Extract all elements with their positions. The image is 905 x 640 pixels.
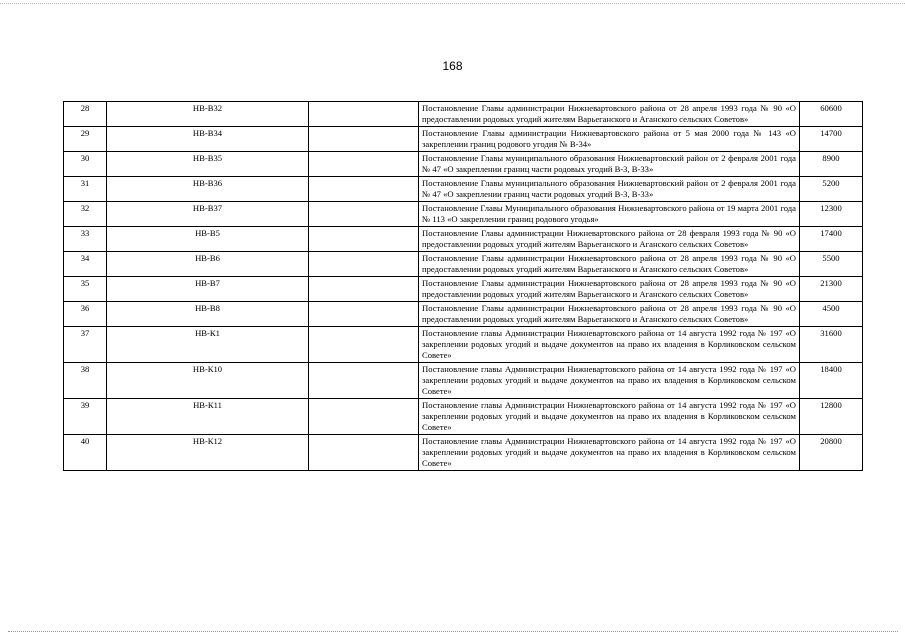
note-cell [309,277,419,302]
document-reference: Постановление главы Администрации Нижневартовского района от 14 августа 1992 года № 197 «О закреплении родовых угодий и выдаче документов на право их владения в Корликовском сельском Совете» [419,327,800,363]
table-row [64,227,863,252]
land-code: НВ-В32 [107,102,309,127]
row-number: 34 [64,252,107,277]
document-reference: Постановление Главы администрации Нижневартовского района от 28 апреля 1993 года № 90 «О предоставлении родовых угодий жителям Варьеганского и Аганского сельских Советов» [419,302,800,327]
document-reference: Постановление Главы администрации Нижневартовского района от 28 февраля 1993 года № 90 «О предоставлении родовых угодий жителям Варьеганского и Аганского сельских Советов» [419,227,800,252]
document-reference: Постановление Главы администрации Нижневартовского района от 28 апреля 1993 года № 90 «О предоставлении родовых угодий жителям Варьеганского и Аганского сельских Советов» [419,252,800,277]
row-number: 37 [64,327,107,363]
table-row [64,302,863,327]
note-cell [309,202,419,227]
table-row [64,327,863,363]
land-code: НВ-В34 [107,127,309,152]
note-cell [309,127,419,152]
area-value: 20800 [800,435,863,471]
table-row [64,152,863,177]
land-code: НВ-К12 [107,435,309,471]
note-cell [309,363,419,399]
area-value: 12800 [800,399,863,435]
land-code: НВ-В8 [107,302,309,327]
note-cell [309,327,419,363]
row-number: 30 [64,152,107,177]
area-value: 4500 [800,302,863,327]
table-row [64,177,863,202]
note-cell [309,252,419,277]
area-value: 5200 [800,177,863,202]
land-code: НВ-В6 [107,252,309,277]
table-row [64,363,863,399]
document-reference: Постановление Главы администрации Нижневартовского района от 5 мая 2000 года № 143 «О закреплении границ родового угодия № В-34» [419,127,800,152]
registry-table-body [64,102,863,471]
document-reference: Постановление Главы муниципального образования Нижневартовский район от 2 февраля 2001 года № 47 «О закреплении границ части родовых угодий В-3, В-33» [419,152,800,177]
note-cell [309,177,419,202]
row-number: 33 [64,227,107,252]
note-cell [309,435,419,471]
document-reference: Постановление главы Администрации Нижневартовского района от 14 августа 1992 года № 197 «О закреплении родовых угодий и выдаче документов на право их владения в Корликовском сельском Совете» [419,435,800,471]
document-reference: Постановление Главы муниципального образования Нижневартовский район от 2 февраля 2001 года № 47 «О закреплении границ части родовых угодий В-3, В-33» [419,177,800,202]
area-value: 5500 [800,252,863,277]
row-number: 40 [64,435,107,471]
table-row [64,399,863,435]
area-value: 14700 [800,127,863,152]
table-row [64,202,863,227]
document-reference: Постановление главы Администрации Нижневартовского района от 14 августа 1992 года № 197 «О закреплении родовых угодий и выдаче документов на право их владения в Корликовском сельском Совете» [419,399,800,435]
land-code: НВ-В5 [107,227,309,252]
note-cell [309,102,419,127]
document-reference: Постановление Главы Муниципального образования Нижневартовского района от 19 марта 2001 года № 113 «О закреплении границ родового угодья» [419,202,800,227]
land-code: НВ-К1 [107,327,309,363]
table-row [64,252,863,277]
area-value: 17400 [800,227,863,252]
row-number: 38 [64,363,107,399]
table-row [64,277,863,302]
land-code: НВ-В37 [107,202,309,227]
row-number: 32 [64,202,107,227]
land-code: НВ-К11 [107,399,309,435]
table-row [64,435,863,471]
row-number: 39 [64,399,107,435]
row-number: 29 [64,127,107,152]
scan-edge-bottom [8,631,898,634]
row-number: 35 [64,277,107,302]
area-value: 21300 [800,277,863,302]
registry-table [63,101,863,471]
page-number: 168 [442,59,463,73]
table-row [64,127,863,152]
area-value: 60600 [800,102,863,127]
row-number: 28 [64,102,107,127]
land-code: НВ-В7 [107,277,309,302]
document-reference: Постановление главы Администрации Нижневартовского района от 14 августа 1992 года № 197 «О закреплении родовых угодий и выдаче документов на право их владения в Корликовском сельском Совете» [419,363,800,399]
area-value: 12300 [800,202,863,227]
area-value: 8900 [800,152,863,177]
note-cell [309,152,419,177]
scan-edge-top [0,3,905,6]
row-number: 31 [64,177,107,202]
area-value: 31600 [800,327,863,363]
land-code: НВ-В35 [107,152,309,177]
area-value: 18400 [800,363,863,399]
table-row [64,102,863,127]
note-cell [309,227,419,252]
document-reference: Постановление Главы администрации Нижневартовского района от 28 апреля 1993 года № 90 «О предоставлении родовых угодий жителям Варьеганского и Аганского сельских Советов» [419,277,800,302]
note-cell [309,399,419,435]
land-code: НВ-К10 [107,363,309,399]
row-number: 36 [64,302,107,327]
document-reference: Постановление Главы администрации Нижневартовского района от 28 апреля 1993 года № 90 «О предоставлении родовых угодий жителям Варьеганского и Аганского сельских Советов» [419,102,800,127]
land-code: НВ-В36 [107,177,309,202]
note-cell [309,302,419,327]
